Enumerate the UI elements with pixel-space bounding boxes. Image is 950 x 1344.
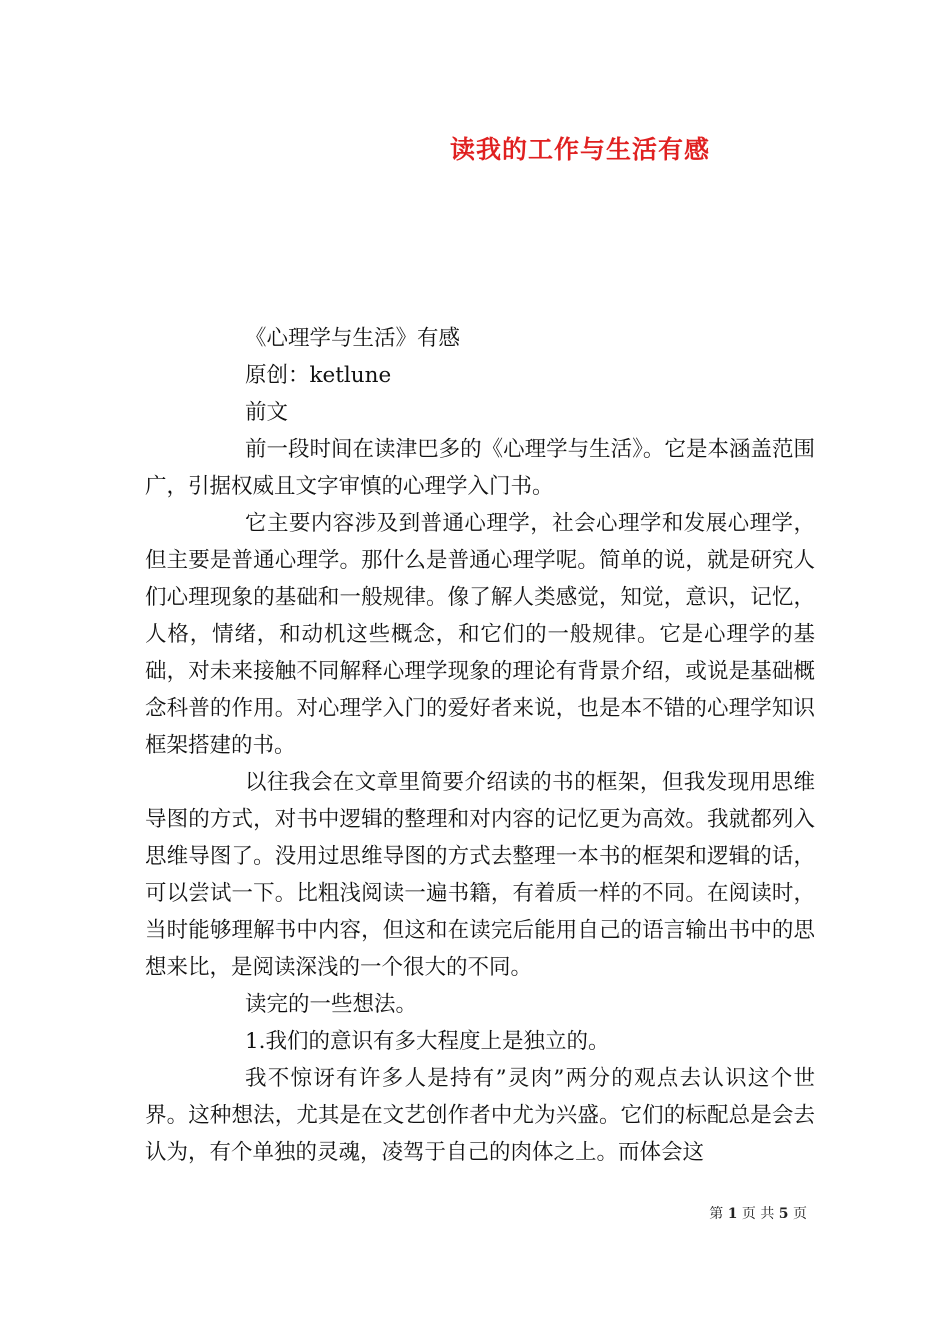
footer-current-page: 1 [727, 1206, 738, 1222]
footer-prefix: 第 [709, 1206, 724, 1222]
footer-middle: 页 共 [741, 1206, 775, 1222]
paragraph-3: 以往我会在文章里简要介绍读的书的框架，但我发现用思维导图的方式，对书中逻辑的整理和对内容的记忆更为高效。我就都列入思维导图了。没用过思维导图的方式去整理一本书的框架和逻辑的话，可以尝试一下。比粗浅阅读一遍书籍，有着质一样的不同。在阅读时，当时能够理解书中内容，但这和在读完后能用自己的语言输出书中的思想来比，是阅读深浅的一个很大的不同。 [145, 770, 815, 980]
paragraph-1: 前一段时间在读津巴多的《心理学与生活》。它是本涵盖范围广，引据权威且文字审慎的心理学入门书。 [145, 437, 815, 499]
document-body [145, 320, 815, 1171]
point-1: 1.我们的意识有多大程度上是独立的。 [245, 1029, 610, 1054]
footer-total-pages: 5 [778, 1206, 789, 1222]
page-title: 读我的工作与生活有感 [449, 135, 710, 164]
preface-heading: 前文 [245, 400, 289, 425]
thoughts-heading: 读完的一些想法。 [245, 992, 418, 1017]
page-footer [709, 1203, 807, 1223]
subtitle: 《心理学与生活》有感 [245, 326, 461, 351]
paragraph-2: 它主要内容涉及到普通心理学，社会心理学和发展心理学，但主要是普通心理学。那什么是普通心理学呢。简单的说，就是研究人们心理现象的基础和一般规律。像了解人类感觉，知觉，意识，记忆，人格，情绪，和动机这些概念，和它们的一般规律。它是心理学的基础，对未来接触不同解释心理学现象的理论有背景介绍，或说是基础概念科普的作用。对心理学入门的爱好者来说，也是本不错的心理学知识框架搭建的书。 [145, 511, 815, 758]
author-line: 原创：ketlune [245, 363, 392, 388]
paragraph-last: 我不惊讶有许多人是持有”灵肉”两分的观点去认识这个世界。这种想法，尤其是在文艺创作者中尤为兴盛。它们的标配总是会去认为，有个单独的灵魂，凌驾于自己的肉体之上。而体会这 [145, 1066, 815, 1165]
footer-suffix: 页 [793, 1206, 807, 1222]
